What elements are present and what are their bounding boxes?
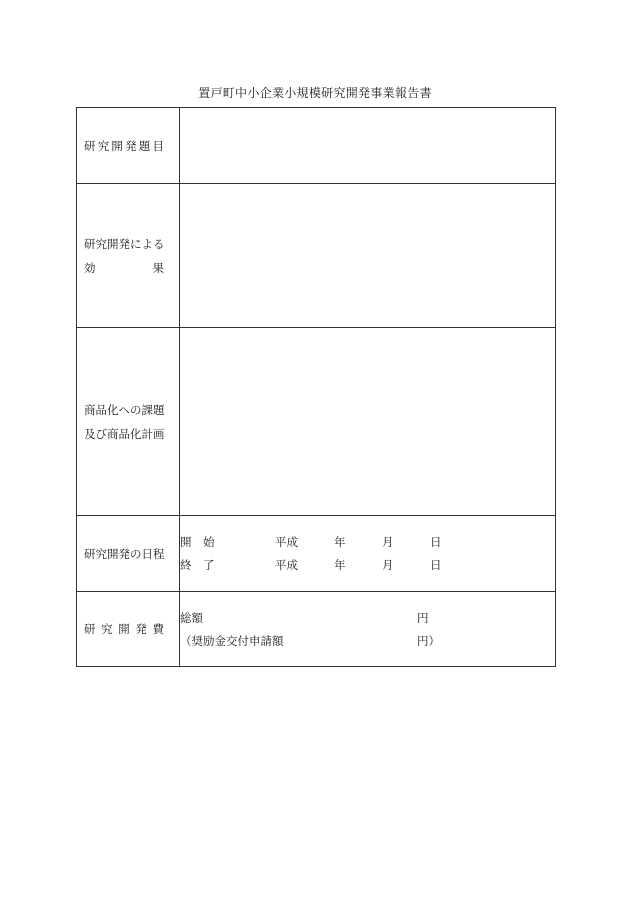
label-effect <box>77 184 180 328</box>
effect-label-line1: 研究開発による <box>84 236 165 251</box>
schedule-end-month: 月 <box>382 557 394 572</box>
cost-cell[interactable] <box>180 592 556 667</box>
row-effect <box>77 184 556 328</box>
theme-label-text: 研 究 開 発 題 目 <box>84 138 164 153</box>
schedule-start-label: 開 始 <box>180 534 215 549</box>
report-table <box>76 107 556 667</box>
schedule-start-day: 日 <box>430 534 442 549</box>
schedule-cell[interactable] <box>180 516 556 592</box>
schedule-end-label: 終 了 <box>180 557 215 572</box>
cost-subsidy-unit: 円） <box>417 634 440 648</box>
cost-subsidy-row <box>180 629 555 652</box>
label-schedule: 研究開発の日程 <box>77 516 180 592</box>
schedule-start-year: 年 <box>334 534 346 549</box>
row-commercialization <box>77 328 556 516</box>
schedule-start-era: 平成 <box>275 534 298 549</box>
effect-label-line2: 効 果 <box>84 260 164 275</box>
cost-total-unit: 円 <box>417 611 429 625</box>
commercialization-label-line2: 及び商品化計画 <box>84 426 165 441</box>
commercialization-label-line1: 商品化への課題 <box>84 402 165 417</box>
schedule-end-year: 年 <box>334 557 346 572</box>
commercialization-input-cell[interactable] <box>180 328 556 516</box>
document-title: 置戸町中小企業小規模研究開発事業報告書 <box>198 86 432 100</box>
cost-subsidy-label: （奨励金交付申請額 <box>180 634 284 648</box>
schedule-start-row <box>180 531 555 554</box>
cost-total-row <box>180 606 555 629</box>
row-schedule <box>77 516 556 592</box>
label-theme <box>77 108 180 184</box>
schedule-end-era: 平成 <box>275 557 298 572</box>
schedule-end-row <box>180 554 555 577</box>
schedule-start-month: 月 <box>382 534 394 549</box>
schedule-end-day: 日 <box>430 557 442 572</box>
label-cost <box>77 592 180 667</box>
cost-total-label: 総額 <box>180 611 203 625</box>
label-commercialization <box>77 328 180 516</box>
cost-label-text: 研 究 開 発 費 <box>84 622 164 636</box>
row-cost <box>77 592 556 667</box>
row-theme <box>77 108 556 184</box>
theme-input-cell[interactable] <box>180 108 556 184</box>
effect-input-cell[interactable] <box>180 184 556 328</box>
